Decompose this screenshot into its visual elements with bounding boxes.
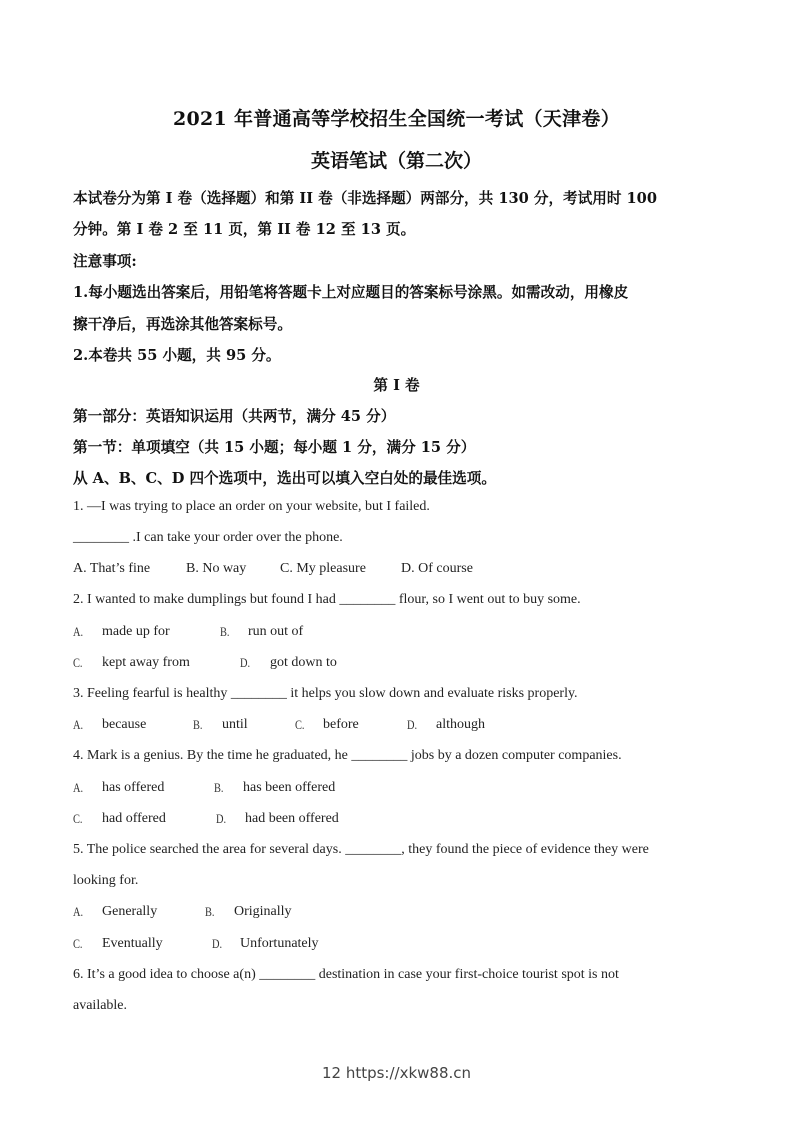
question-4-label-c: C. [73, 811, 83, 826]
question-2-option-a[interactable]: made up for [102, 624, 170, 639]
question-1-option-a[interactable]: A. That’s fine [73, 561, 151, 576]
question-4-label-d: D. [216, 811, 227, 826]
question-2-label-a: A. [73, 624, 84, 639]
question-6-stem: 6. It’s a good idea to choose a(n) ________ destination in case your first-choice tourist spot is not [73, 967, 619, 982]
question-5-option-b[interactable]: Originally [234, 904, 292, 919]
question-3-label-b: B. [193, 717, 203, 732]
subsection-heading: 第一节：单项填空（共 15 小题；每小题 1 分，满分 15 分） [73, 439, 476, 456]
question-3-option-d[interactable]: although [436, 717, 485, 732]
question-2-stem: 2. I wanted to make dumplings but found I had ________ flour, so I went out to buy some. [73, 592, 581, 607]
question-3-label-a: A. [73, 717, 84, 732]
question-4-option-b[interactable]: has been offered [243, 780, 336, 795]
question-4-option-a[interactable]: has offered [102, 780, 165, 795]
question-5-stem-cont: looking for. [73, 873, 139, 888]
question-1-option-b[interactable]: B. No way [186, 561, 247, 576]
question-5-label-a: A. [73, 904, 84, 919]
question-5-label-d: D. [212, 936, 223, 951]
question-4-label-b: B. [214, 780, 224, 795]
exam-title: 2021 年普通高等学校招生全国统一考试（天津卷） [173, 108, 620, 130]
question-4-option-d[interactable]: had been offered [245, 811, 339, 826]
question-3-option-b[interactable]: until [222, 717, 248, 732]
question-4-option-c[interactable]: had offered [102, 811, 166, 826]
footer-url[interactable]: https://xkw88.cn [345, 1064, 472, 1082]
page-number: 12 [321, 1064, 342, 1082]
question-3-option-a[interactable]: because [102, 717, 147, 732]
question-1-option-d[interactable]: D. Of course [401, 561, 473, 576]
question-2-label-b: B. [220, 624, 230, 639]
question-2-option-b[interactable]: run out of [248, 624, 304, 639]
part-heading: 第一部分：英语知识运用（共两节，满分 45 分） [73, 408, 396, 425]
question-5-option-a[interactable]: Generally [102, 904, 158, 919]
direction-text: 从 A、B、C、D 四个选项中，选出可以填入空白处的最佳选项。 [73, 470, 496, 487]
notice-heading: 注意事项: [73, 253, 137, 270]
question-2-option-c[interactable]: kept away from [102, 655, 190, 670]
intro-line-2: 分钟。第 I 卷 2 至 11 页，第 II 卷 12 至 13 页。 [73, 221, 416, 238]
question-5-stem: 5. The police searched the area for several days. ________, they found the piece of evidence they were [73, 842, 649, 857]
question-2-option-d[interactable]: got down to [270, 655, 337, 670]
question-5-option-c[interactable]: Eventually [102, 936, 163, 951]
question-4-stem: 4. Mark is a genius. By the time he graduated, he ________ jobs by a dozen computer companies. [73, 748, 622, 763]
question-5-label-b: B. [205, 904, 215, 919]
notice-2: 2.本卷共 55 小题，共 95 分。 [73, 347, 281, 364]
question-6-stem-cont: available. [73, 998, 128, 1013]
question-1-option-c[interactable]: C. My pleasure [280, 561, 366, 576]
question-1-reply: ________ .I can take your order over the phone. [73, 530, 343, 545]
notice-1-line-1: 1.每小题选出答案后，用铅笔将答题卡上对应题目的答案标号涂黑。如需改动，用橡皮 [73, 284, 629, 301]
question-4-label-a: A. [73, 780, 84, 795]
question-1-stem: 1. —I was trying to place an order on your website, but I failed. [73, 499, 430, 514]
page-footer [0, 1064, 793, 1082]
question-5-option-d[interactable]: Unfortunately [240, 936, 319, 951]
question-5-label-c: C. [73, 936, 83, 951]
question-3-label-c: C. [295, 717, 305, 732]
question-2-label-d: D. [240, 655, 251, 670]
exam-subtitle: 英语笔试（第二次） [310, 150, 482, 172]
question-2-label-c: C. [73, 655, 83, 670]
question-3-option-c[interactable]: before [323, 717, 359, 732]
notice-1-line-2: 擦干净后，再选涂其他答案标号。 [73, 316, 292, 333]
volume-heading: 第 I 卷 [373, 377, 420, 394]
question-3-label-d: D. [407, 717, 418, 732]
question-3-stem: 3. Feeling fearful is healthy ________ it helps you slow down and evaluate risks properly. [73, 686, 578, 701]
intro-line-1: 本试卷分为第 I 卷（选择题）和第 II 卷（非选择题）两部分，共 130 分，考试用时 100 [73, 190, 657, 207]
